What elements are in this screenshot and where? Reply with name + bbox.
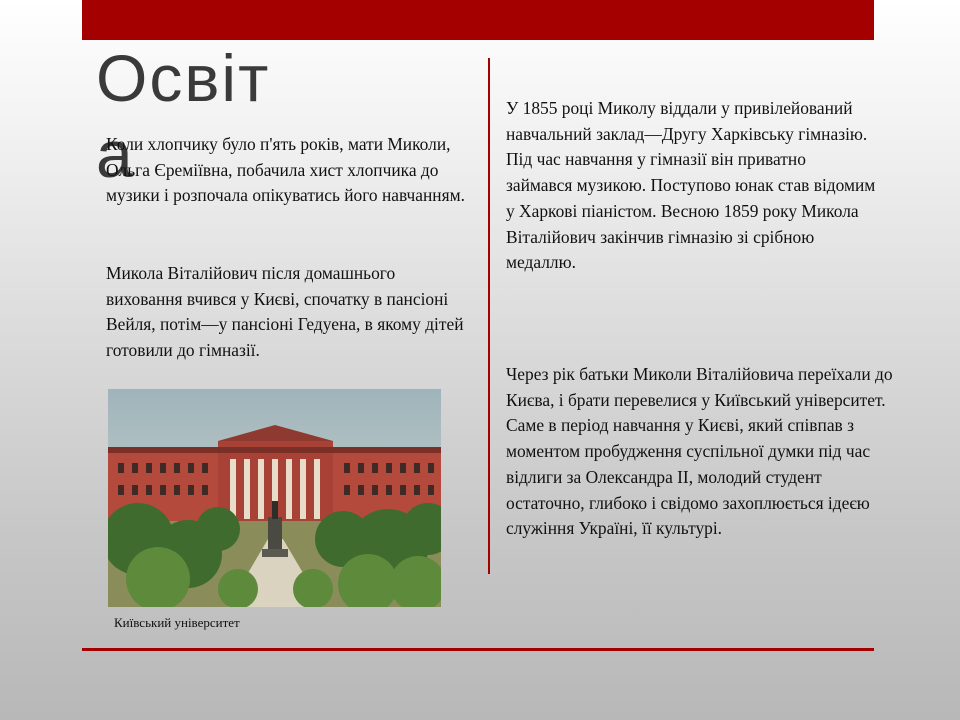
top-accent-bar [82, 0, 874, 40]
slide-title: Освіта [96, 41, 271, 191]
left-paragraph-2: Микола Віталійович після домашнього виховання вчився у Києві, спочатку в пансіоні Вейля, потім—у пансіоні Гедуена, в якому дітей готовили до гімназії. [106, 263, 464, 361]
left-paragraph-1: Коли хлопчику було п'ять років, мати Миколи, Ольга Єреміївна, побачила хист хлопчика до музики і розпочала опікуватись його навчанням. [106, 134, 465, 206]
vertical-divider [488, 58, 490, 574]
right-paragraph-2: Через рік батьки Миколи Віталійовича переїхали до Києва, і брати перевелися у Київський університет. Саме в період навчання у Києві, який співпав з моментом пробудження суспільної думки під час відлиги за Олександра II, молодий студент остаточно, глибоко і свідомо захоплюється ідеєю служіння Україні, її культурі. [506, 364, 893, 539]
photo-caption: Київський університет [114, 615, 240, 630]
right-paragraph-1: У 1855 році Миколу віддали у привілейований навчальний заклад—Другу Харківську гімназію. Під час навчання у гімназії він приватно займався музикою. Поступово юнак став відомим у Харкові піаністом. Весною 1859 року Микола Віталійович закінчив гімназію зі срібною медаллю. [506, 98, 876, 273]
kyiv-university-photo [108, 389, 441, 607]
bottom-accent-line [82, 648, 874, 651]
